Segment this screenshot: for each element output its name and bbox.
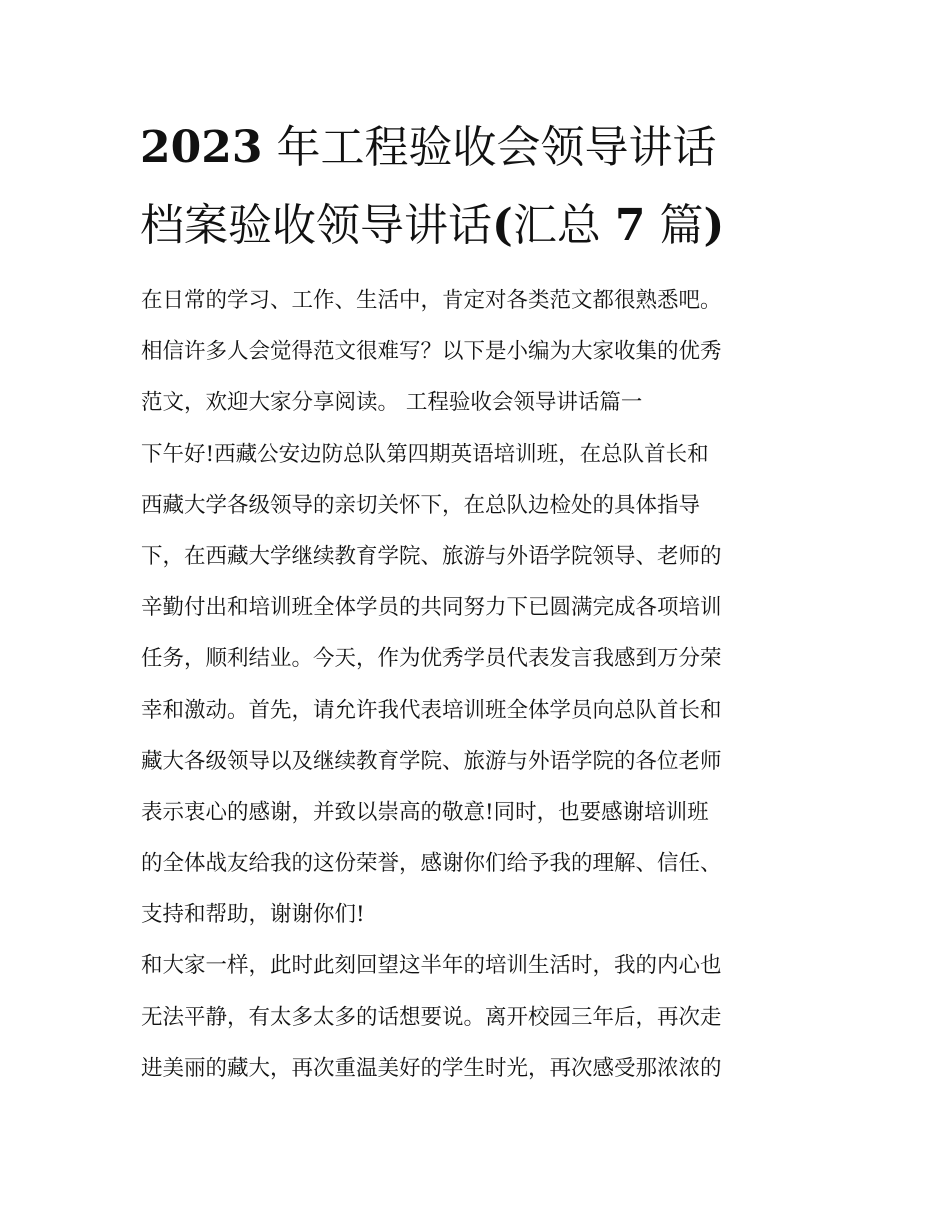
body-line: 下，在西藏大学继续教育学院、旅游与外语学院领导、老师的 <box>141 543 722 569</box>
body-line: 范文，欢迎大家分享阅读。 工程验收会领导讲话篇一 <box>141 390 643 416</box>
document-body <box>141 282 821 1101</box>
body-line: 表示衷心的感谢，并致以崇高的敬意!同时，也要感谢培训班 <box>141 799 709 825</box>
body-line: 相信许多人会觉得范文很难写？以下是小编为大家收集的优秀 <box>141 339 722 365</box>
body-line: 藏大各级领导以及继续教育学院、旅游与外语学院的各位老师 <box>141 748 722 774</box>
body-line: 任务，顺利结业。今天，作为优秀学员代表发言我感到万分荣 <box>141 646 722 672</box>
body-line: 的全体战友给我的这份荣誉，感谢你们给予我的理解、信任、 <box>141 851 722 877</box>
body-line: 和大家一样，此时此刻回望这半年的培训生活时，我的内心也 <box>141 953 722 979</box>
body-line: 辛勤付出和培训班全体学员的共同努力下已圆满完成各项培训 <box>141 595 722 621</box>
body-line: 进美丽的藏大，再次重温美好的学生时光，再次感受那浓浓的 <box>141 1055 722 1081</box>
body-line: 西藏大学各级领导的亲切关怀下，在总队边检处的具体指导 <box>141 492 701 518</box>
body-line: 下午好!西藏公安边防总队第四期英语培训班，在总队首长和 <box>141 441 709 467</box>
document-title-line-2: 档案验收领导讲话(汇总 7 篇) <box>140 200 725 251</box>
document-title-line-1: 2023 年工程验收会领导讲话 <box>140 122 717 173</box>
body-line: 在日常的学习、工作、生活中，肯定对各类范文都很熟悉吧。 <box>141 288 722 313</box>
body-line: 无法平静，有太多太多的话想要说。离开校园三年后，再次走 <box>141 1004 722 1030</box>
body-line: 支持和帮助，谢谢你们! <box>141 902 365 928</box>
body-line: 幸和激动。首先，请允许我代表培训班全体学员向总队首长和 <box>141 697 722 723</box>
